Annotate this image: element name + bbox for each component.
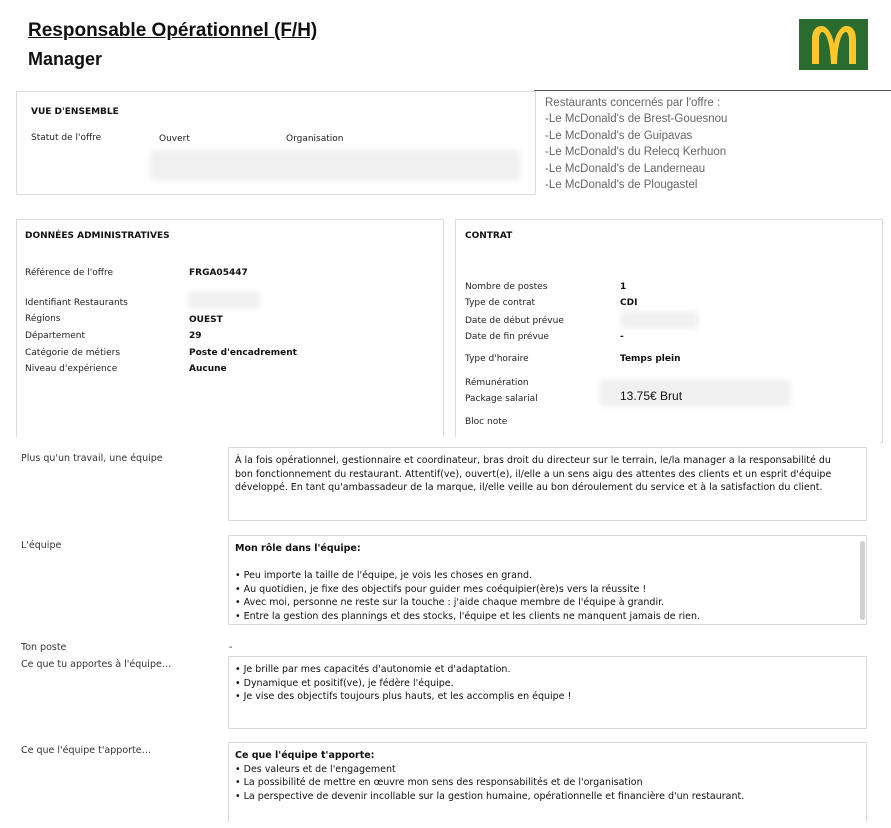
status-value: Ouvert <box>159 134 190 144</box>
section-poste-value: - <box>229 642 233 653</box>
reference-value: FRGA05447 <box>189 268 248 278</box>
job-subtitle: Manager <box>28 49 103 69</box>
restaurants-title: Restaurants concernés par l'offre : <box>545 97 721 109</box>
department-label: Département <box>25 331 85 341</box>
restaurant-item: -Le McDonald's de Brest-Gouesnou <box>545 113 728 125</box>
category-value: Poste d'encadrement <box>189 348 297 358</box>
reference-label: Référence de l'offre <box>25 268 114 278</box>
department-value: 29 <box>189 331 202 341</box>
experience-value: Aucune <box>189 364 227 374</box>
text-line: • Peu importe la taille de l'équipe, je vois les choses en grand. <box>235 570 533 581</box>
golden-arches-icon <box>808 24 860 66</box>
text-line: • Entre la gestion des plannings et des stocks, l'équipe et les clients ne manquent jamais de rien. <box>235 610 701 622</box>
contract-type-value: CDI <box>620 298 638 308</box>
section-team-label: Plus qu'un travail, une équipe <box>21 453 163 464</box>
package-value: 13.75€ Brut <box>620 389 683 403</box>
mcdonalds-logo <box>799 19 868 70</box>
admin-heading: DONNÉES ADMINISTRATIVES <box>25 231 170 241</box>
scrollbar-thumb[interactable] <box>860 541 865 620</box>
category-label: Catégorie de métiers <box>25 348 121 358</box>
job-title: Responsable Opérationnel (F/H) <box>28 20 318 41</box>
start-date-redacted <box>620 312 698 328</box>
organisation-label: Organisation <box>286 134 344 144</box>
text-line: • La possibilité de mettre en œuvre mon sens des responsabilités et de l'organisation <box>235 777 643 788</box>
end-date-value: - <box>620 332 624 342</box>
restaurant-id-redacted <box>188 292 260 308</box>
region-label: Régions <box>25 314 61 324</box>
start-date-label: Date de début prévue <box>465 316 564 326</box>
restaurant-item: -Le McDonald's de Plougastel <box>545 179 698 191</box>
restaurant-item: -Le McDonald's de Guipavas <box>545 130 693 142</box>
section-team-text <box>228 447 867 521</box>
section-equipe-label: L'équipe <box>21 540 62 551</box>
package-label: Package salarial <box>465 394 538 404</box>
overview-heading: VUE D'ENSEMBLE <box>31 107 119 117</box>
section-benefits-label: Ce que l'équipe t'apporte… <box>21 745 152 756</box>
text-title: Ce que l'équipe t'apporte: <box>235 750 375 761</box>
schedule-label: Type d'horaire <box>465 354 529 364</box>
text-line: • Je brille par mes capacités d'autonomie et d'adaptation. <box>235 664 511 675</box>
text-line: développé. En tant qu'ambassadeur de la marque, il/elle veille au bon déroulement du service et à la satisfaction du client. <box>235 482 823 493</box>
section-apport-label: Ce que tu apportes à l'équipe… <box>21 659 172 670</box>
status-label: Statut de l'offre <box>31 133 102 143</box>
text-line: • Avec moi, personne ne reste sur la touche : j'aide chaque membre de l'équipe à grandir. <box>235 597 665 608</box>
experience-label: Niveau d'expérience <box>25 364 118 374</box>
restaurant-id-label: Identifiant Restaurants <box>25 298 128 308</box>
contract-heading: CONTRAT <box>465 231 513 241</box>
section-poste-label: Ton poste <box>21 642 67 653</box>
text-line: • Je vise des objectifs toujours plus hauts, et les accomplis en équipe ! <box>235 691 572 702</box>
restaurant-item: -Le McDonald's du Relecq Kerhuon <box>545 146 727 158</box>
section-apport-text <box>228 656 867 729</box>
posts-label: Nombre de postes <box>465 282 548 292</box>
text-line: • Des valeurs et de l'engagement <box>235 763 396 775</box>
region-value: OUEST <box>189 315 223 325</box>
contract-panel <box>455 219 883 443</box>
text-title: Mon rôle dans l'équipe: <box>235 543 361 554</box>
section-benefits-text <box>228 742 867 822</box>
end-date-label: Date de fin prévue <box>465 332 550 342</box>
organisation-redacted <box>150 150 520 180</box>
text-line: • Dynamique et positif(ve), je fédère l'équipe. <box>235 677 454 689</box>
section-equipe-text[interactable] <box>228 535 867 625</box>
note-label: Bloc note <box>465 417 508 427</box>
pay-label: Rémunération <box>465 378 529 388</box>
text-line: bon fonctionnement du restaurant. Attentif(ve), ouvert(e), il/elle a un sens aigu des attentes des clients et un esprit d'équipe <box>235 468 832 480</box>
contract-type-label: Type de contrat <box>465 298 536 308</box>
text-line: • La perspective de devenir incollable sur la gestion humaine, opérationnelle et financière d'un restaurant. <box>235 790 745 802</box>
posts-value: 1 <box>620 282 627 292</box>
schedule-value: Temps plein <box>620 354 681 364</box>
text-line: • Au quotidien, je fixe des objectifs pour guider mes coéquipier(ère)s vers la réussite ! <box>235 583 647 595</box>
text-line: À la fois opérationnel, gestionnaire et coordinateur, bras droit du directeur sur le terrain, le/la manager a la responsabilité du <box>235 455 831 466</box>
restaurant-item: -Le McDonald's de Landerneau <box>545 163 706 175</box>
